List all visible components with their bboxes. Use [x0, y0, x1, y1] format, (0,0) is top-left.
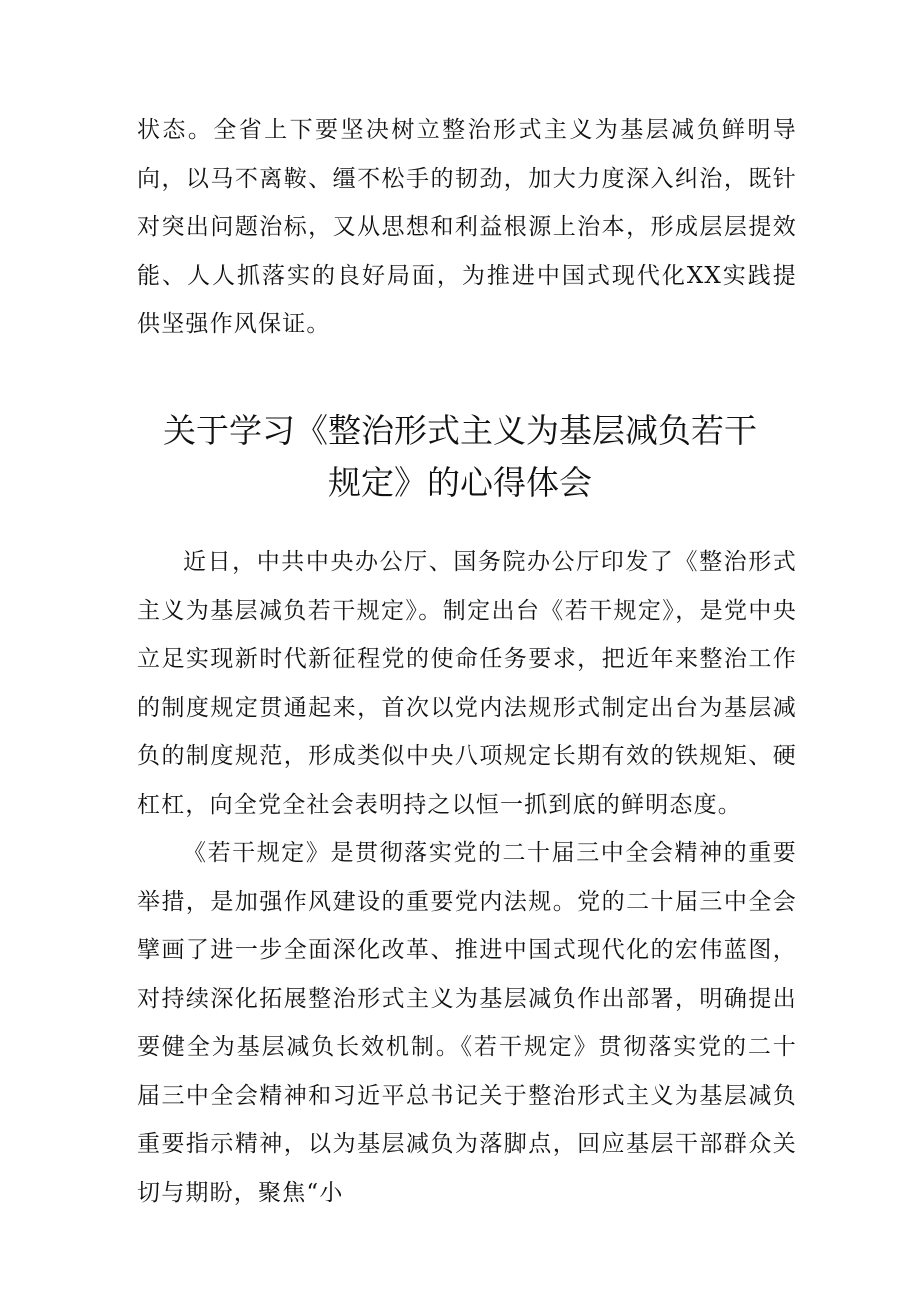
title-line-2: 规定》的心得体会: [328, 463, 592, 502]
body-paragraph-1: 近日，中共中央办公厅、国务院办公厅印发了《整治形式主义为基层减负若干规定》。制定出台《若干规定》，是党中央立足实现新时代新征程党的使命任务要求，把近年来整治工作的制度规定贯通起来，首次以党内法规形式制定出台为基层减负的制度规范，形成类似中央八项规定长期有效的铁规矩、硬杠杠，向全党全社会表明持之以恒一抓到底的鲜明态度。: [137, 549, 797, 818]
document-title: [110, 405, 810, 509]
title-line-1: 关于学习《整治形式主义为基层减负若干: [163, 411, 757, 450]
body-paragraph-2: 《若干规定》是贯彻落实党的二十届三中全会精神的重要举措，是加强作风建设的重要党内法规。党的二十届三中全会擘画了进一步全面深化改革、推进中国式现代化的宏伟蓝图，对持续深化拓展整治形式主义为基层减负作出部署，明确提出要健全为基层减负长效机制。《若干规定》贯彻落实党的二十届三中全会精神和习近平总书记关于整治形式主义为基层减负重要指示精神，以为基层减负为落脚点，回应基层干部群众关切与期盼，聚焦“小: [137, 840, 797, 1206]
intro-paragraph: 状态。全省上下要坚决树立整治形式主义为基层减负鲜明导向，以马不离鞍、缰不松手的韧劲，加大力度深入纠治，既针对突出问题治标，又从思想和利益根源上治本，形成层层提效能、人人抓落实的良好局面，为推进中国式现代化XX实践提供坚强作风保证。: [137, 117, 797, 337]
